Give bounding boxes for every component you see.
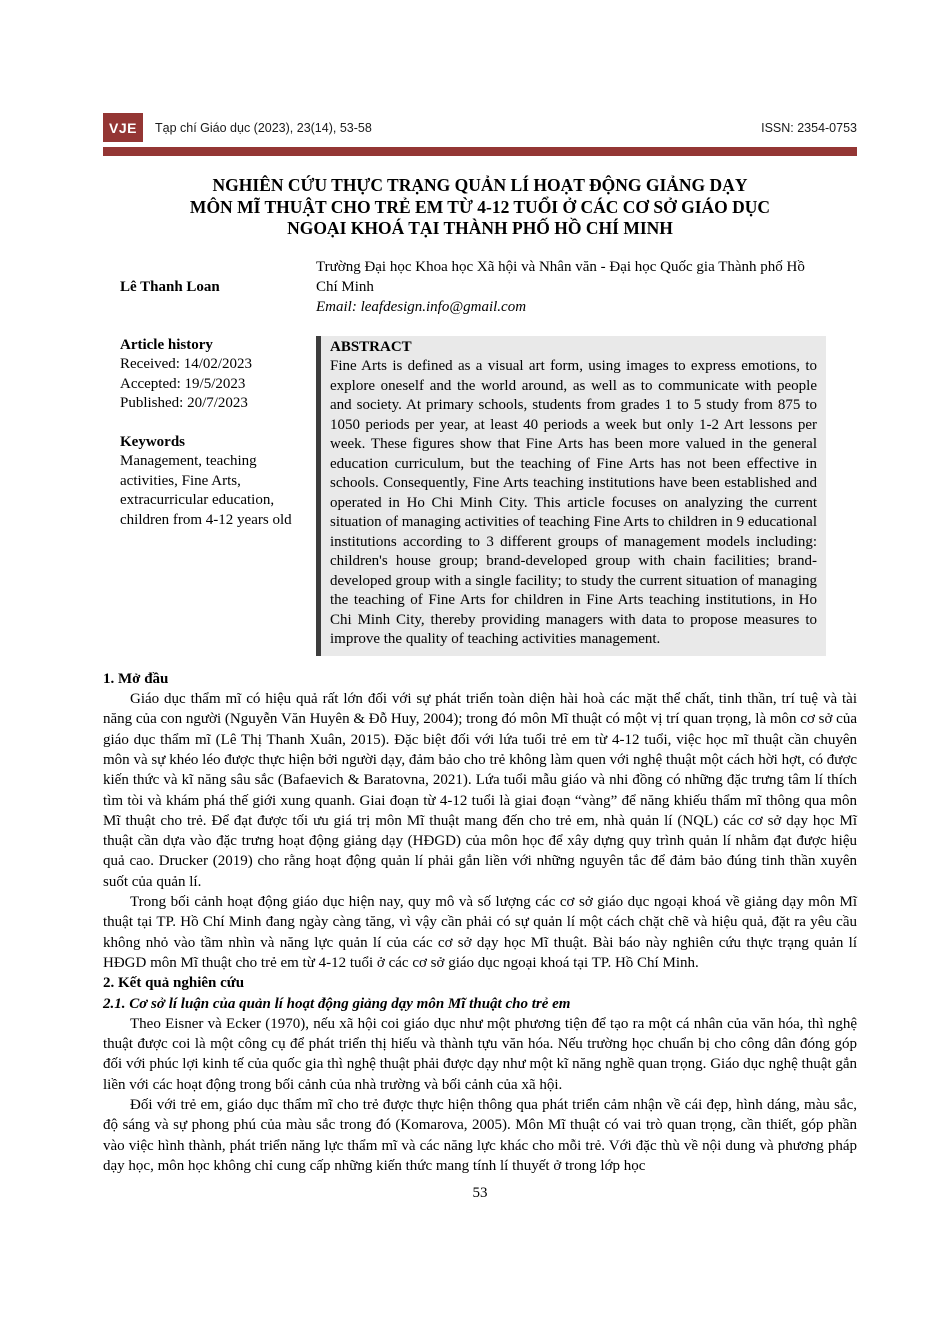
author-affiliation: Trường Đại học Khoa học Xã hội và Nhân văn - Đại học Quốc gia Thành phố Hồ Chí Minh: [316, 258, 805, 295]
body-paragraph-4: Đối với trẻ em, giáo dục thẩm mĩ cho trẻ được thực hiện thông qua phát triển cảm nhận về cái đẹp, hình dáng, màu sắc, độ sáng và sự phong phú của màu sắc trong đó (Komarova, 2005). Môn Mĩ thuật có vai trò quan trọng, cần thiết, góp phần vào việc hình thành, phát triển năng lực thẩm mĩ và các năng lực khác cho mỗi trẻ. Với đặc thù về nội dung và phương pháp dạy học, môn học không chỉ cung cấp những kiến thức mang tính lí thuyết ở trong lớp học: [103, 1097, 857, 1174]
issn-label: ISSN: 2354-0753: [761, 120, 857, 135]
body-paragraph-2: Trong bối cảnh hoạt động giáo dục hiện nay, quy mô và số lượng các cơ sở giáo dục ngoại khoá về giảng dạy môn Mĩ thuật tại TP. Hồ Chí Minh đang ngày càng tăng, vì vậy cần phải có sự quản lí một cách chặt chẽ và hiệu quả, đặt ra yêu cầu không nhỏ vào tầm nhìn và năng lực quản lí của các cơ sở dạy học Mĩ thuật. Bài báo này nghiên cứu thực trạng quản lí HĐGD môn Mĩ thuật cho trẻ em từ 4-12 tuổi ở các cơ sở giáo dục ngoại khoá tại TP. Hồ Chí Minh.: [103, 894, 857, 971]
author-block: [103, 257, 857, 317]
meta-column: [103, 336, 316, 656]
abstract-heading: ABSTRACT: [330, 338, 412, 355]
meta-abstract-row: [103, 336, 857, 656]
abstract-text: Fine Arts is defined as a visual art form, using images to express emotions, to explore oneself and the world around, as well as to communicate with people and society. At primary schools, students from grades 1 to 5 study from 875 to 1050 periods per year, at least 40 periods a week but only 1-2 Art lessons per week. These figures show that Fine Arts has been more valued in the general education curriculum, but the teaching of Fine Arts has not been effective in schools. Consequently, Fine Arts teaching institutions have been established and operated in Ho Chi Minh City. This article focuses on analyzing the current situation of managing activities of teaching Fine Arts to children in 9 educational institutions according to 3 different groups of management models including: children's house group; brand-developed group with chain facilities; brand-developed group with a single facility; to study the current situation of managing the teaching of Fine Arts for children in Fine Arts teaching institutions, in Ho Chi Minh City, thereby providing managers with data to propose measures to improve the quality of teaching activities management.: [330, 358, 817, 648]
article-body: [103, 669, 857, 1176]
keywords-block: [120, 433, 316, 531]
body-paragraph-1: Giáo dục thẩm mĩ có hiệu quả rất lớn đối với sự phát triển toàn diện hài hoà các mặt thể chất, tinh thần, trí tuệ và tài năng của con người (Nguyễn Văn Huyên & Đỗ Huy, 2004); trong đó môn Mĩ thuật có một vị trí quan trọng, là môn cơ sở của giáo dục thẩm mĩ (Lê Thị Thanh Xuân, 2015). Đặc biệt đối với lứa tuổi trẻ em từ 4-12 tuổi, việc học mĩ thuật cần chuyên môn và sự khéo léo được thực hiện bởi người dạy, đảm bảo cho trẻ không làm quen với nghệ thuật một cách hời hợt, có được kiến thức và kĩ năng sâu sắc (Bafaevich & Baratovna, 2021). Lứa tuổi mẫu giáo và nhi đồng có những đặc trưng tâm lí thích tìm tòi và khám phá thế giới xung quanh. Giai đoạn từ 4-12 tuổi là giai đoạn “vàng” để năng khiếu thẩm mĩ thông qua môn Mĩ thuật cho trẻ. Để đạt được tối ưu giá trị môn Mĩ thuật mang đến cho trẻ em, nhà quản lí (NQL) các cơ sở dạy học Mĩ thuật cần dựa vào đặc trưng hoạt động giảng dạy (HĐGD) của môn học để xây dựng quy trình quản lí nhằm đạt được hiệu quả cao. Drucker (2019) cho rằng hoạt động quản lí phải gắn liền với những nguyên tắc để đảm bảo đúng tinh thần xuyên suốt của quản lí.: [103, 691, 857, 890]
journal-reference: Tạp chí Giáo dục (2023), 23(14), 53-58: [155, 120, 372, 135]
section-2-heading: 2. Kết quả nghiên cứu: [103, 975, 245, 992]
published-date: Published: 20/7/2023: [120, 395, 248, 412]
paper-title-line1: NGHIÊN CỨU THỰC TRẠNG QUẢN LÍ HOẠT ĐỘNG GIẢNG DẠY: [212, 175, 748, 195]
accepted-date: Accepted: 19/5/2023: [120, 375, 246, 392]
page-number: 53: [472, 1185, 488, 1202]
article-history-heading: Article history: [120, 336, 213, 353]
journal-logo: VJE: [103, 113, 143, 142]
author-affiliation-cell: [316, 257, 826, 317]
section-2-1-heading: 2.1. Cơ sở lí luận của quản lí hoạt động giảng dạy môn Mĩ thuật cho trẻ em: [103, 995, 571, 1012]
paper-title-line3: NGOẠI KHOÁ TẠI THÀNH PHỐ HỒ CHÍ MINH: [287, 218, 673, 239]
keywords-heading: Keywords: [120, 433, 185, 450]
article-history-block: [120, 336, 316, 414]
header-rule: [103, 147, 857, 156]
page-content: [103, 113, 857, 1202]
received-date: Received: 14/02/2023: [120, 356, 253, 373]
author-name: Lê Thanh Loan: [120, 278, 220, 295]
section-1-heading: 1. Mở đầu: [103, 670, 169, 687]
paper-title: [103, 175, 857, 240]
body-paragraph-3: Theo Eisner và Ecker (1970), nếu xã hội coi giáo dục như một phương tiện để tạo ra một cá nhân của văn hóa, thì nghệ thuật được coi là một công cụ để phát triển thị hiếu và thành tựu văn hóa. Nếu trường học chuẩn bị cho công dân đóng góp đối với phúc lợi kinh tế của quốc gia thì nghệ thuật phải được dạy như một kĩ năng nghề quan trọng. Giáo dục nghệ thuật gắn liền với các hoạt động trong bối cảnh của nhà trường và bối cảnh của xã hội.: [103, 1015, 857, 1093]
journal-header: [103, 113, 857, 142]
author-name-cell: [103, 257, 316, 317]
author-email: Email: leafdesign.info@gmail.com: [316, 298, 527, 315]
keywords-text: Management, teaching activities, Fine Arts, extracurricular education, children from 4-12 years old: [120, 453, 292, 528]
paper-title-line2: MÔN MĨ THUẬT CHO TRẺ EM TỪ 4-12 TUỔI Ở CÁC CƠ SỞ GIÁO DỤC: [189, 196, 771, 217]
abstract-box: [316, 336, 826, 656]
